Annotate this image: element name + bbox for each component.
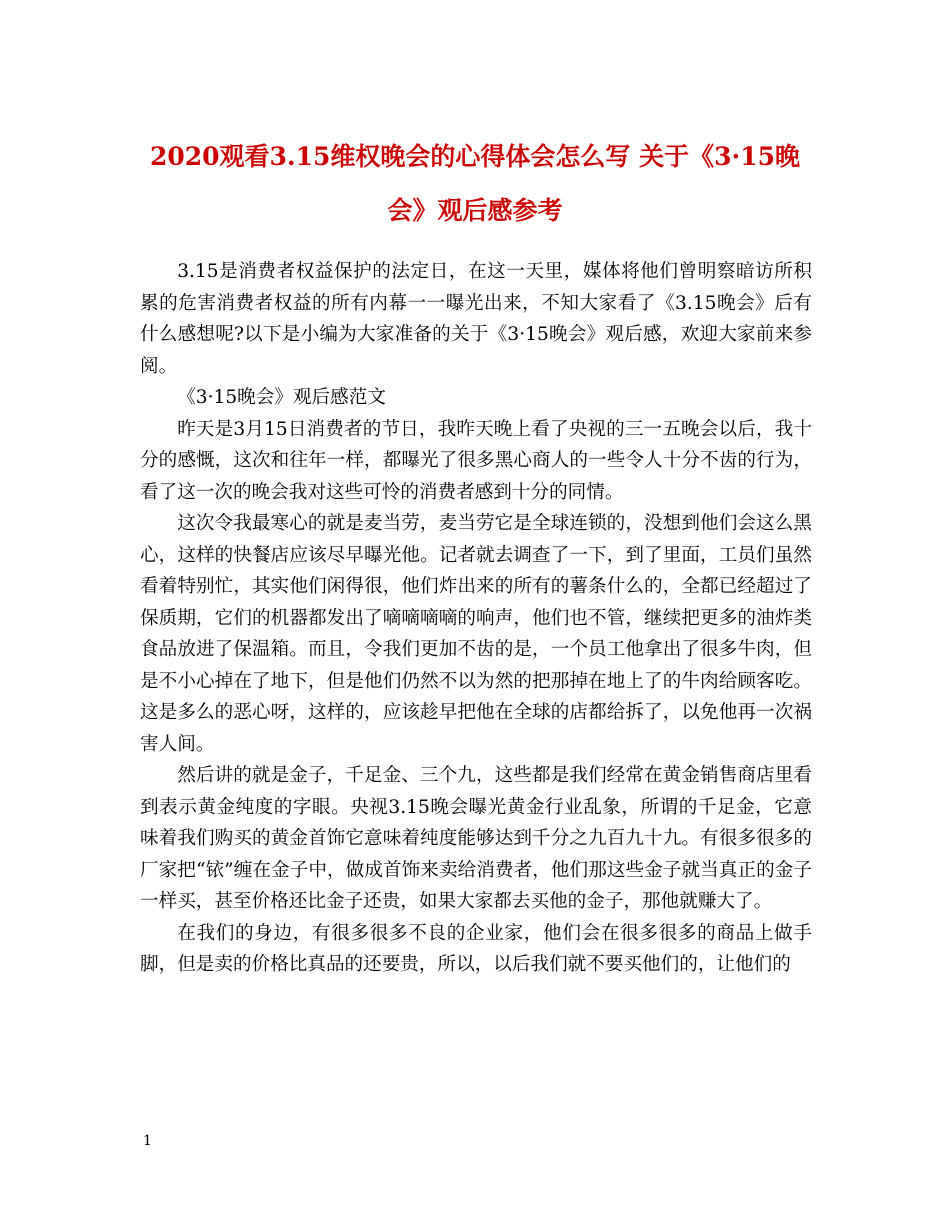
paragraph-2: 这次令我最寒心的就是麦当劳，麦当劳它是全球连锁的，没想到他们会这么黑心，这样的快餐店应该尽早曝光他。记者就去调查了一下，到了里面，工员们虽然看着特别忙，其实他们闲得很，他们炸出来的所有的薯条什么的，全都已经超过了保质期，它们的机器都发出了嘀嘀嘀嘀的响声，他们也不管，继续把更多的油炸类食品放进了保温箱。而且，令我们更加不齿的是，一个员工他拿出了很多牛肉，但是不小心掉在了地下，但是他们仍然不以为然的把那掉在地上了的牛肉给顾客吃。这是多么的恶心呀，这样的，应该趁早把他在全球的店都给拆了，以免他再一次祸害人间。 xyxy=(140,513,812,755)
paragraph-4: 在我们的身边，有很多很多不良的企业家，他们会在很多很多的商品上做手脚，但是卖的价格比真品的还要贵，所以，以后我们就不要买他们的，让他们的 xyxy=(140,922,812,975)
paragraph-intro: 3.15是消费者权益保护的法定日，在这一天里，媒体将他们曾明察暗访所积累的危害消费者权益的所有内幕一一曝光出来，不知大家看了《3.15晚会》后有什么感想呢?以下是小编为大家准备的关于《3·15晚会》观后感，欢迎大家前来参阅。 xyxy=(140,261,812,377)
document-title: 2020观看3.15维权晚会的心得体会怎么写 关于《3·15晚会》观后感参考 xyxy=(149,142,801,225)
document-body xyxy=(140,256,812,981)
paragraph-1: 昨天是3月15日消费者的节日，我昨天晚上看了央视的三一五晚会以后，我十分的感慨，这次和往年一样，都曝光了很多黑心商人的一些令人十分不齿的行为，看了这一次的晚会我对这些可怜的消费者感到十分的同情。 xyxy=(140,418,812,503)
paragraph-3: 然后讲的就是金子，千足金、三个九，这些都是我们经常在黄金销售商店里看到表示黄金纯度的字眼。央视3.15晚会曝光黄金行业乱象，所谓的千足金，它意味着我们购买的黄金首饰它意味着纯度能够达到千分之九百九十九。有很多很多的厂家把“铱”缠在金子中，做成首饰来卖给消费者，他们那这些金子就当真正的金子一样买，甚至价格还比金子还贵，如果大家都去买他的金子，那他就赚大了。 xyxy=(140,765,812,912)
paragraph-subheading: 《3·15晚会》观后感范文 xyxy=(177,387,386,408)
page-number: 1 xyxy=(143,1133,152,1149)
